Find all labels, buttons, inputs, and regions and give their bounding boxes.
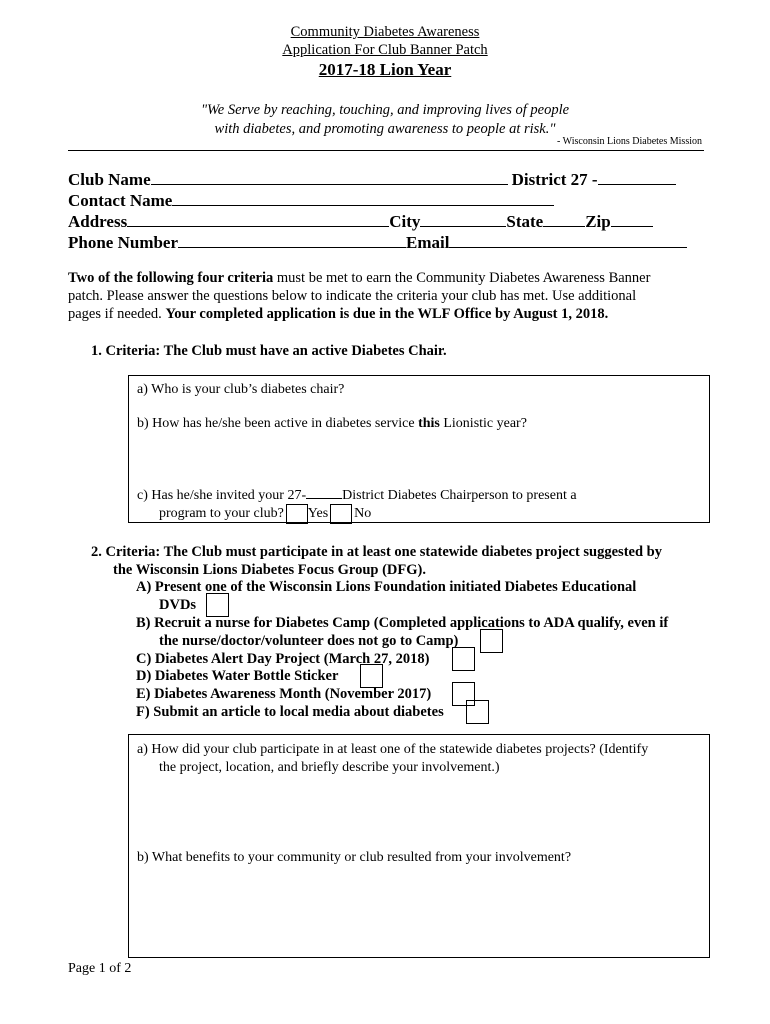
intro-line2: patch. Please answer the questions below to indicate the criteria your club has met. Use additional <box>68 288 637 304</box>
criteria1-question-b <box>137 415 527 433</box>
club-name-label: Club Name <box>68 170 151 189</box>
contact-name-row <box>68 191 554 211</box>
criteria1-qb-bold: this <box>418 416 440 431</box>
option-f-checkbox[interactable] <box>466 700 489 724</box>
contact-name-label: Contact Name <box>68 191 173 210</box>
criteria2-question-b: b) What benefits to your community or club resulted from your involvement? <box>137 850 572 865</box>
intro-text3: pages if needed. <box>68 306 166 322</box>
mission-quote-line1: "We Serve by reaching, touching, and improving lives of people <box>200 102 570 118</box>
district-label: District 27 - <box>511 170 598 189</box>
page-number: Page 1 of 2 <box>68 961 132 976</box>
mission-attribution: - Wisconsin Lions Diabetes Mission <box>557 136 702 147</box>
intro-bold-criteria: Two of the following four criteria <box>68 270 274 286</box>
contact-name-field[interactable] <box>172 191 554 206</box>
address-label: Address <box>68 212 128 231</box>
lion-year-title: 2017-18 Lion Year <box>318 60 452 79</box>
phone-field[interactable] <box>178 233 406 248</box>
criteria1-qb-pre: b) How has he/she been active in diabetes service <box>137 416 419 431</box>
header-divider <box>68 150 704 151</box>
option-f: F) Submit an article to local media about diabetes <box>136 704 444 720</box>
option-e: E) Diabetes Awareness Month (November 2017) <box>136 686 432 702</box>
criteria1-qb-post: Lionistic year? <box>439 416 527 431</box>
intro-text1: must be met to earn the Community Diabetes Awareness Banner <box>273 270 651 286</box>
criteria2-heading-line2: the Wisconsin Lions Diabetes Focus Group (DFG). <box>113 562 426 578</box>
criteria2-question-a-line1: a) How did your club participate in at least one of the statewide diabetes projects? (Identify <box>137 742 649 757</box>
intro-paragraph <box>68 269 708 323</box>
yes-checkbox[interactable] <box>286 504 308 524</box>
no-checkbox[interactable] <box>330 504 352 524</box>
intro-deadline: Your completed application is due in the WLF Office by August 1, 2018. <box>165 306 609 322</box>
yes-label: Yes <box>307 506 329 522</box>
criteria1-qc-part1: c) Has he/she invited your 27- <box>137 488 307 503</box>
criteria1-qc-part2: District Diabetes Chairperson to present a <box>342 488 577 503</box>
option-b-line1: B) Recruit a nurse for Diabetes Camp (Completed applications to ADA qualify, even if <box>136 615 669 631</box>
form-title-line1: Community Diabetes Awareness <box>290 24 480 40</box>
state-label: State <box>506 212 544 231</box>
criteria2-heading-line1: 2. Criteria: The Club must participate in at least one statewide diabetes project suggested by <box>91 544 662 560</box>
city-label: City <box>389 212 421 231</box>
email-label: Email <box>406 233 450 252</box>
phone-row <box>68 233 687 253</box>
club-name-row <box>68 170 676 190</box>
option-c-checkbox[interactable] <box>452 647 475 671</box>
phone-label: Phone Number <box>68 233 179 252</box>
address-row <box>68 212 653 232</box>
no-label: No <box>354 506 372 522</box>
city-field[interactable] <box>420 212 506 227</box>
criteria1-question-c <box>137 486 577 505</box>
option-c: C) Diabetes Alert Day Project (March 27, 2018) <box>136 651 430 667</box>
criteria2-question-a-line2: the project, location, and briefly describe your involvement.) <box>159 760 500 775</box>
zip-field[interactable] <box>611 212 653 227</box>
criteria1-answer-box[interactable] <box>128 375 710 523</box>
form-title-line2: Application For Club Banner Patch <box>282 42 488 58</box>
email-field[interactable] <box>449 233 687 248</box>
criteria1-question-c-line2 <box>159 504 371 524</box>
option-d: D) Diabetes Water Bottle Sticker <box>136 668 339 684</box>
district-number-field[interactable] <box>306 486 342 499</box>
state-field[interactable] <box>543 212 585 227</box>
option-b-checkbox[interactable] <box>480 629 503 653</box>
criteria1-qc-line2: program to your club? <box>159 506 284 522</box>
option-b-line2: the nurse/doctor/volunteer does not go to Camp) <box>159 633 459 649</box>
criteria2-answer-box[interactable] <box>128 734 710 958</box>
option-a-line1: A) Present one of the Wisconsin Lions Foundation initiated Diabetes Educational <box>136 579 637 595</box>
criteria1-heading: 1. Criteria: The Club must have an active Diabetes Chair. <box>91 343 447 359</box>
district-field[interactable] <box>598 170 676 185</box>
option-a-line2: DVDs <box>159 597 197 613</box>
criteria1-question-a: a) Who is your club’s diabetes chair? <box>137 382 345 397</box>
club-name-field[interactable] <box>151 170 508 185</box>
zip-label: Zip <box>585 212 611 231</box>
address-field[interactable] <box>127 212 389 227</box>
mission-quote-line2: with diabetes, and promoting awareness to people at risk." <box>214 121 556 137</box>
